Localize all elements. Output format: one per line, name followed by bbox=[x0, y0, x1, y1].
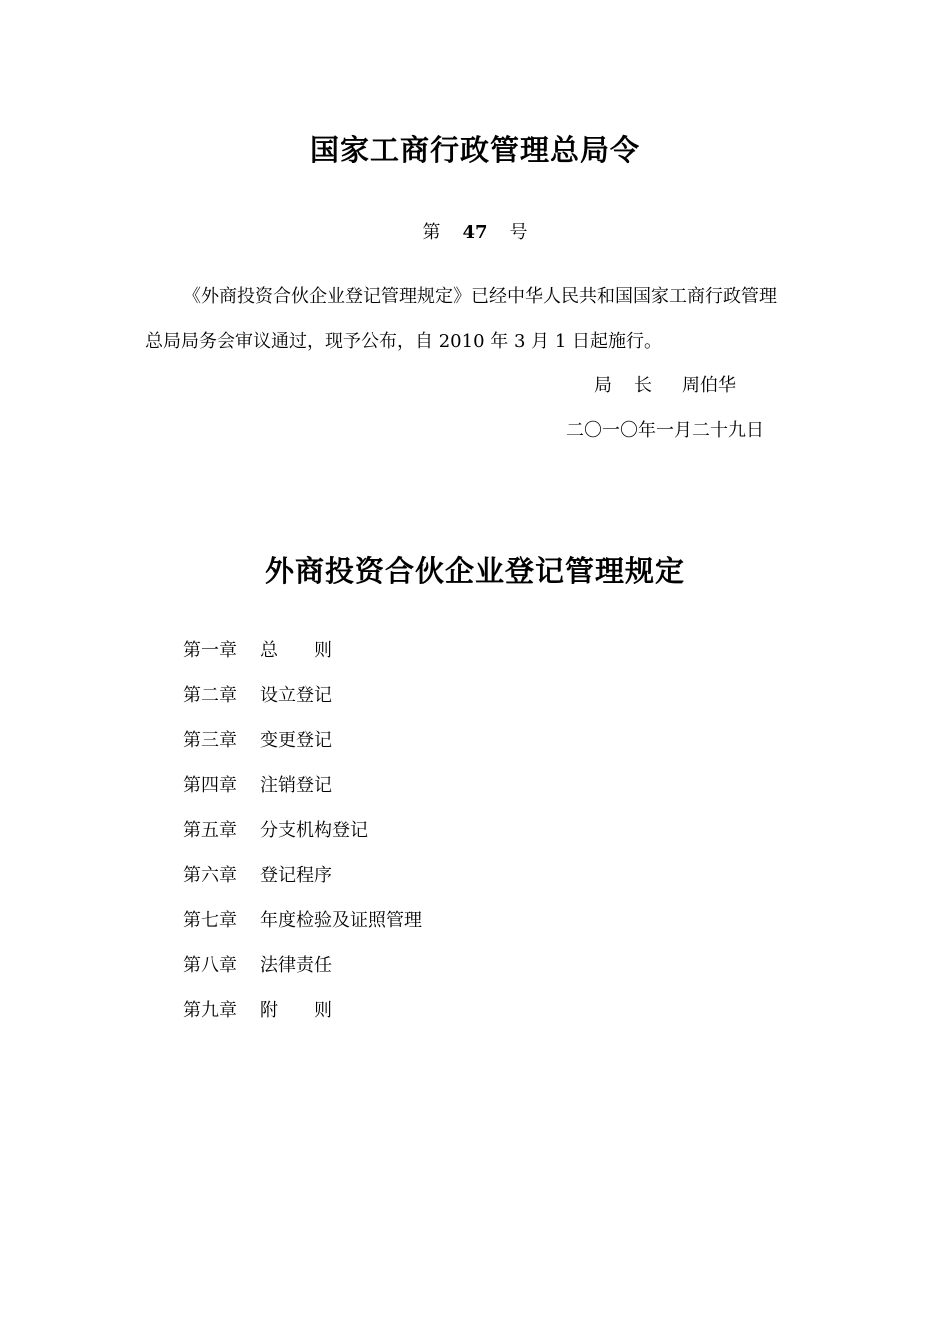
chapter-name: 注销登记 bbox=[260, 775, 332, 796]
chapter-number: 第九章 bbox=[183, 1000, 237, 1021]
toc-item bbox=[183, 906, 422, 951]
signer-title-char-2: 长 bbox=[634, 375, 652, 396]
order-paragraph-line-2: 总局局务会审议通过，现予公布，自 2010 年 3 月 1 日起施行。 bbox=[145, 331, 663, 352]
chapter-name: 法律责任 bbox=[260, 955, 332, 976]
toc-item bbox=[183, 771, 422, 816]
toc-item bbox=[183, 861, 422, 906]
chapter-name: 总 则 bbox=[260, 640, 332, 661]
chapter-name: 分支机构登记 bbox=[260, 820, 368, 841]
chapter-number: 第六章 bbox=[183, 865, 237, 886]
chapter-number: 第一章 bbox=[183, 640, 237, 661]
chapter-number: 第五章 bbox=[183, 820, 237, 841]
signer-title-char-1: 局 bbox=[594, 375, 612, 396]
toc-item bbox=[183, 996, 422, 1041]
order-number-value: 47 bbox=[462, 222, 488, 243]
order-paragraph-line-1: 《外商投资合伙企业登记管理规定》已经中华人民共和国国家工商行政管理 bbox=[183, 286, 777, 307]
chapter-number: 第二章 bbox=[183, 685, 237, 706]
chapter-number: 第八章 bbox=[183, 955, 237, 976]
chapter-name: 变更登记 bbox=[260, 730, 332, 751]
signer bbox=[594, 371, 736, 397]
toc-item bbox=[183, 816, 422, 861]
order-number-prefix: 第 bbox=[422, 222, 441, 243]
toc-item bbox=[183, 951, 422, 996]
toc-item bbox=[183, 636, 422, 681]
chapter-name: 设立登记 bbox=[260, 685, 332, 706]
chapter-name: 年度检验及证照管理 bbox=[260, 910, 422, 931]
order-number-suffix: 号 bbox=[509, 222, 528, 243]
chapter-name: 附 则 bbox=[260, 1000, 332, 1021]
toc-item bbox=[183, 681, 422, 726]
order-date: 二〇一〇年一月二十九日 bbox=[566, 420, 764, 441]
toc-item bbox=[183, 726, 422, 771]
order-title: 国家工商行政管理总局令 bbox=[309, 133, 640, 167]
signer-name: 周伯华 bbox=[682, 375, 736, 396]
table-of-contents bbox=[183, 636, 422, 1041]
chapter-number: 第三章 bbox=[183, 730, 237, 751]
chapter-number: 第四章 bbox=[183, 775, 237, 796]
chapter-number: 第七章 bbox=[183, 910, 237, 931]
order-number bbox=[0, 218, 950, 244]
regulation-title: 外商投资合伙企业登记管理规定 bbox=[264, 554, 685, 588]
chapter-name: 登记程序 bbox=[260, 865, 332, 886]
